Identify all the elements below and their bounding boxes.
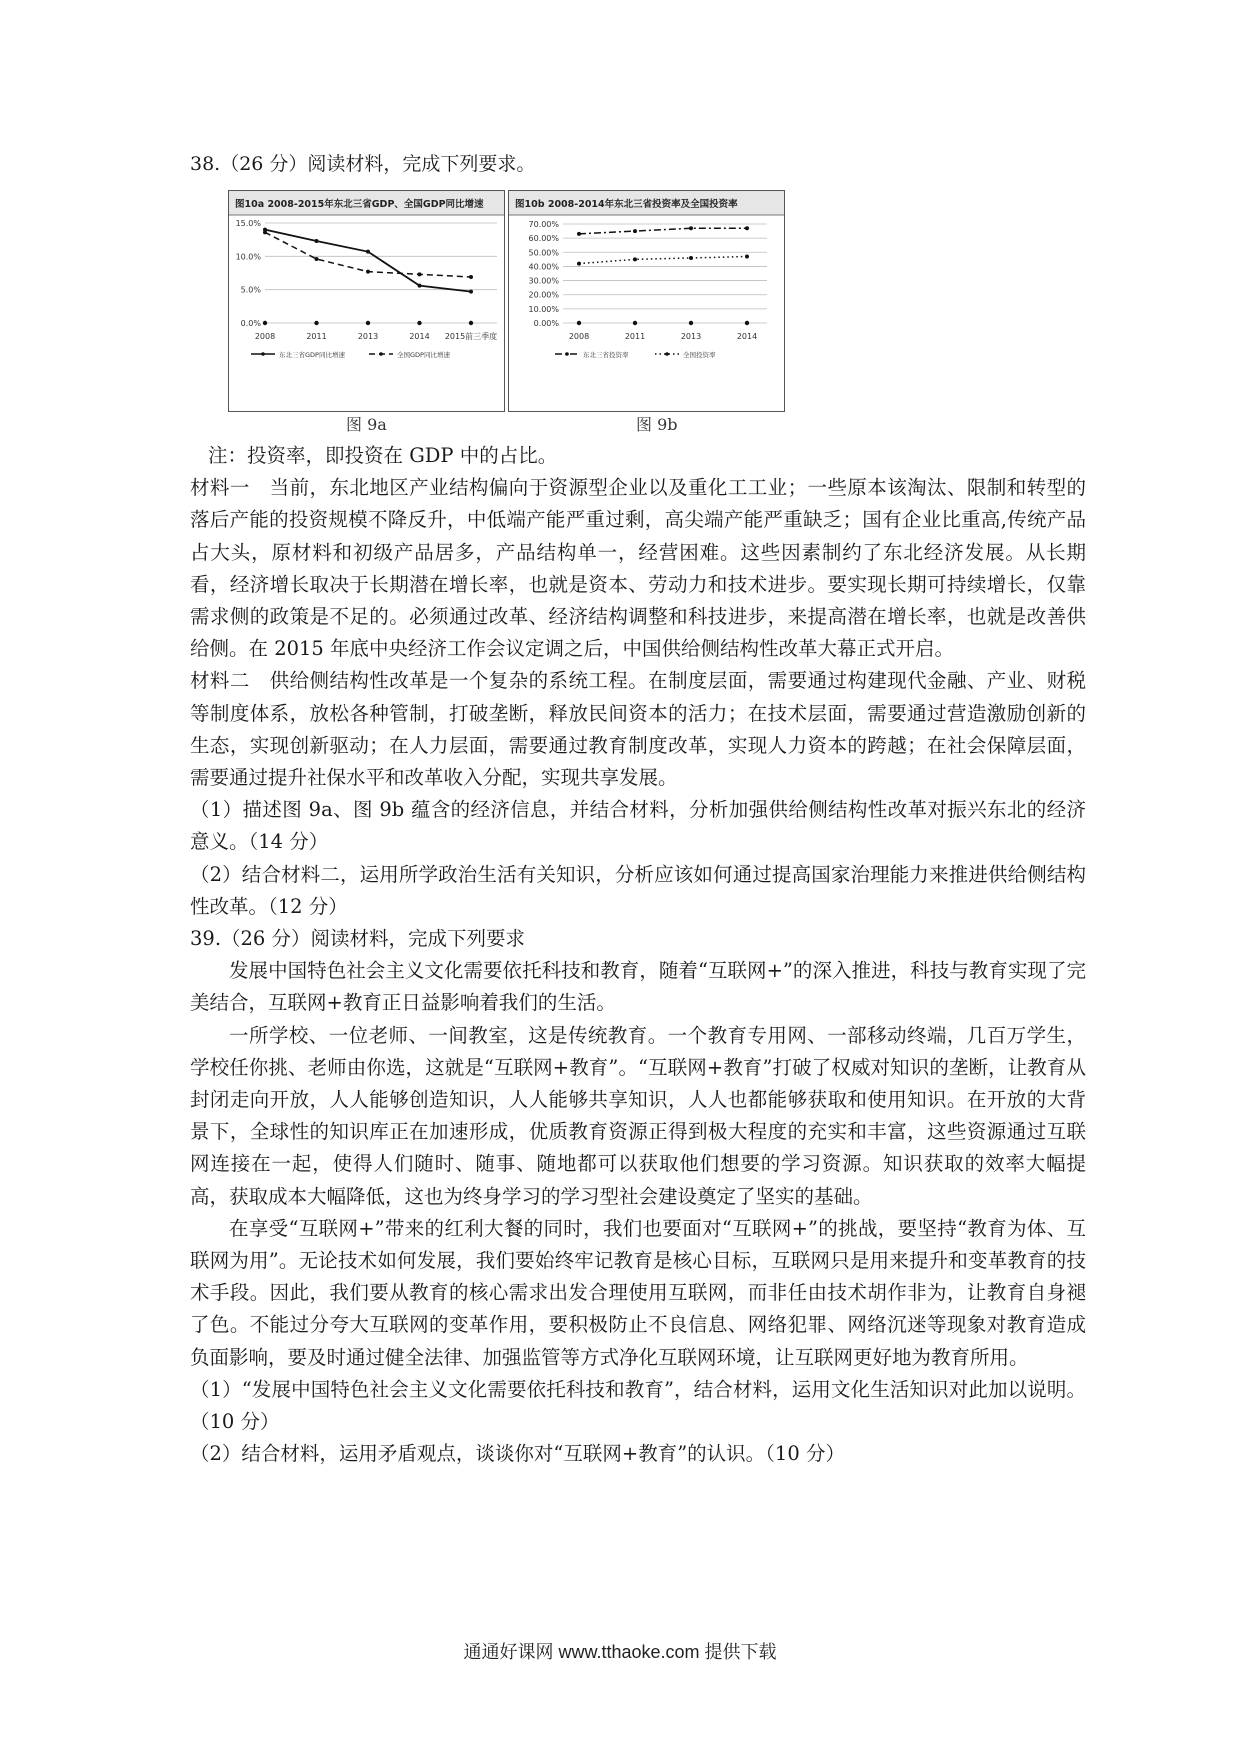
legend-label: 东北三省投资率	[583, 351, 629, 359]
legend-marker	[565, 352, 569, 356]
y-tick-label: 40.00%	[528, 262, 559, 272]
x-tick-label: 2011	[306, 332, 327, 341]
y-tick-label: 10.00%	[528, 304, 559, 314]
data-point	[263, 230, 267, 234]
figure-9a-caption: 图 9a	[346, 415, 387, 434]
data-point	[633, 321, 637, 325]
data-point	[745, 321, 749, 325]
data-point	[469, 290, 473, 294]
series-line-0	[579, 228, 747, 234]
figures-row	[228, 190, 918, 440]
material-two: 材料二 供给侧结构性改革是一个复杂的系统工程。在制度层面，需要通过构建现代金融、产业、财税等制度体系，放松各种管制，打破垄断，释放民间资本的活力；在技术层面，需要通过营造激励创新的生态，实现创新驱动；在人力层面，需要通过教育制度改革，实现人力资本的跨越；在社会保障层面，需要通过提升社保水平和改革收入分配，实现共享发展。	[190, 669, 1086, 790]
question-38-header: 38.（26 分）阅读材料，完成下列要求。	[190, 153, 536, 175]
data-point	[633, 257, 637, 261]
y-tick-label: 0.00%	[533, 319, 559, 328]
data-point	[315, 257, 319, 261]
figure-9a	[228, 190, 505, 412]
x-tick-label: 2014	[409, 332, 430, 341]
question-38-part-2: （2）结合材料二，运用所学政治生活有关知识，分析应该如何通过提高国家治理能力来推进供给侧结构性改革。（12 分）	[190, 862, 1086, 918]
data-point	[469, 321, 473, 325]
x-tick-label: 2008	[254, 332, 276, 341]
x-tick-label: 2008	[568, 332, 590, 341]
series-line-1	[579, 257, 747, 264]
data-point	[263, 321, 267, 325]
data-point	[689, 226, 693, 230]
y-tick-label: 5.0%	[240, 285, 261, 295]
q39-paragraph-3: 在享受“互联网+”带来的红利大餐的同时，我们也要面对“互联网+”的挑战，要坚持“教育为体、互联网为用”。无论技术如何发展，我们要始终牢记教育是核心目标，互联网只是用来提升和变革教育的技术手段。因此，我们要从教育的核心需求出发合理使用互联网，而非任由技术胡作非为，让教育自身褪了色。不能过分夸大互联网的变革作用，要积极防止不良信息、网络犯罪、网络沉迷等现象对教育造成负面影响，要及时通过健全法律、加强监管等方式净化互联网环境，让互联网更好地为教育所用。	[190, 1216, 1086, 1369]
question-39-part-2: （2）结合材料，运用矛盾观点，谈谈你对“互联网+教育”的认识。（10 分）	[190, 1442, 845, 1466]
data-point	[577, 321, 581, 325]
data-point	[577, 262, 581, 266]
chart-9a	[229, 191, 504, 411]
data-point	[366, 321, 370, 325]
y-tick-label: 15.0%	[235, 219, 261, 228]
x-tick-label: 2013	[680, 332, 702, 341]
chart-title: 图10a 2008-2015年东北三省GDP、全国GDP同比增速	[235, 199, 484, 210]
figure-9b-caption: 图 9b	[636, 415, 678, 434]
chart-title: 图10b 2008-2014年东北三省投资率及全国投资率	[515, 199, 738, 210]
x-tick-label: 2011	[624, 332, 646, 341]
data-point	[689, 256, 693, 260]
data-point	[469, 275, 473, 279]
y-tick-label: 30.00%	[528, 276, 559, 286]
data-point	[577, 232, 581, 236]
data-point	[417, 321, 421, 325]
x-tick-label: 2015前三季度	[444, 332, 498, 341]
legend-marker	[665, 352, 669, 356]
question-body	[190, 440, 1086, 1471]
legend-marker	[379, 352, 383, 356]
chart-9b	[509, 191, 784, 411]
series-line-0	[265, 230, 471, 292]
question-39-part-1: （1）“发展中国特色社会主义文化需要依托科技和教育”，结合材料，运用文化生活知识对此加以说明。（10 分）	[190, 1377, 1086, 1434]
legend-label: 全国投资率	[683, 351, 716, 359]
question-39-header: 39.（26 分）阅读材料，完成下列要求	[190, 927, 526, 951]
y-tick-label: 60.00%	[528, 234, 559, 244]
y-tick-label: 20.00%	[528, 290, 559, 300]
q39-paragraph-1: 发展中国特色社会主义文化需要依托科技和教育，随着“互联网+”的深入推进，科技与教育实现了完美结合，互联网+教育正日益影响着我们的生活。	[190, 959, 1086, 1015]
data-point	[745, 255, 749, 259]
legend-label: 全国GDP同比增速	[397, 351, 450, 359]
data-point	[689, 321, 693, 325]
data-point	[418, 272, 422, 276]
y-tick-label: 70.00%	[528, 220, 559, 229]
y-tick-label: 50.00%	[528, 248, 559, 258]
data-point	[315, 239, 319, 243]
x-tick-label: 2014	[736, 332, 758, 341]
data-point	[745, 226, 749, 230]
q39-paragraph-2: 一所学校、一位老师、一间教室，这是传统教育。一个教育专用网、一部移动终端，几百万学生，学校任你挑、老师由你选，这就是“互联网+教育”。“互联网+教育”打破了权威对知识的垄断，让教育从封闭走向开放，人人能够创造知识，人人能够共享知识，人人也都能够获取和使用知识。在开放的大背景下，全球性的知识库正在加速形成，优质教育资源正得到极大程度的充实和丰富，这些资源通过互联网连接在一起，使得人们随时、随事、随地都可以获取他们想要的学习资源。知识获取的效率大幅提高，获取成本大幅降低，这也为终身学习的学习型社会建设奠定了坚实的基础。	[190, 1023, 1086, 1208]
data-point	[314, 321, 318, 325]
question-38-part-1: （1）描述图 9a、图 9b 蕴含的经济信息，并结合材料，分析加强供给侧结构性改革对振兴东北的经济意义。（14 分）	[190, 798, 1086, 854]
material-one: 材料一 当前，东北地区产业结构偏向于资源型企业以及重化工工业；一些原本该淘汰、限制和转型的落后产能的投资规模不降反升，中低端产能严重过剩，高尖端产能严重缺乏；国有企业比重高,传统产品占大头，原材料和初级产品居多，产品结构单一，经营困难。这些因素制约了东北经济发展。从长期看，经济增长取决于长期潜在增长率，也就是资本、劳动力和技术进步。要实现长期可持续增长，仅靠需求侧的政策是不足的。必须通过改革、经济结构调整和科技进步，来提高潜在增长率，也就是改善供给侧。在 2015 年底中央经济工作会议定调之后，中国供给侧结构性改革大幕正式开启。	[190, 476, 1086, 661]
data-point	[366, 270, 370, 274]
data-point	[366, 250, 370, 254]
legend-label: 东北三省GDP同比增速	[279, 351, 345, 359]
data-point	[633, 229, 637, 233]
data-point	[418, 284, 422, 288]
footer-download-note: 通通好课网 www.tthaoke.com 提供下载	[463, 1642, 777, 1662]
legend-marker	[261, 352, 265, 356]
x-tick-label: 2013	[357, 332, 379, 341]
note-paragraph: 注：投资率，即投资在 GDP 中的占比。	[208, 444, 558, 467]
y-tick-label: 10.0%	[235, 252, 261, 262]
y-tick-label: 0.0%	[240, 319, 261, 328]
figure-9b	[508, 190, 785, 412]
